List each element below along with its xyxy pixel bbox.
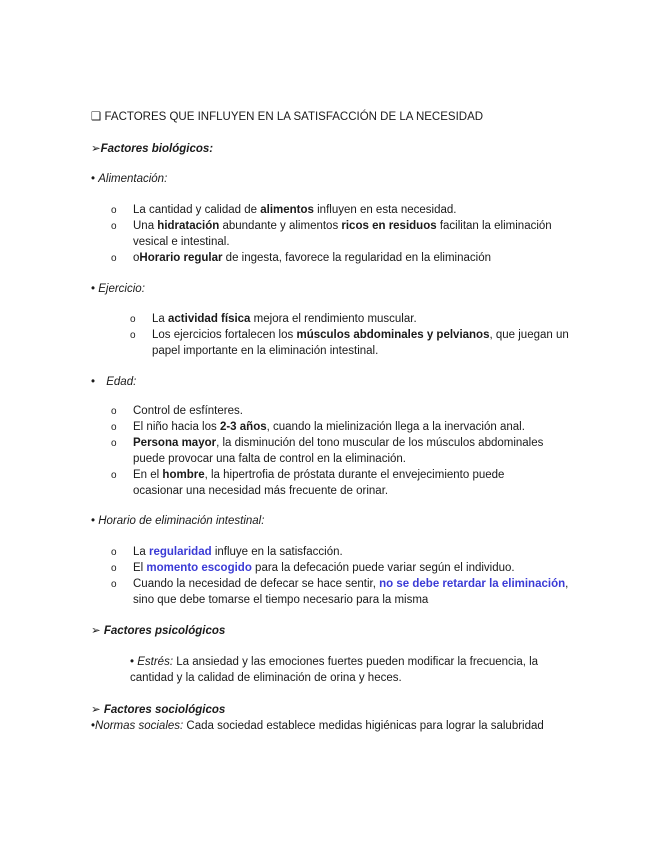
subsection-label-alimentacion: • Alimentación: (91, 173, 168, 185)
section-heading-psychological: ➢ Factores psicológicos (91, 625, 226, 637)
list-item: o Control de esfínteres. (111, 403, 243, 420)
circle-bullet-icon: o (130, 314, 136, 325)
list-item: o Cuando la necesidad de defecar se hace sentir, no se debe retardar la eliminación, (111, 576, 568, 593)
circle-bullet-icon: o (111, 422, 117, 433)
list-item: • Estrés: La ansiedad y las emociones fuertes pueden modificar la frecuencia, la (130, 656, 539, 668)
circle-bullet-icon: o (111, 253, 117, 264)
list-item-continuation: vesical e intestinal. (133, 236, 230, 248)
list-item: o Una hidratación abundante y alimentos ricos en residuos facilitan la eliminación (111, 218, 552, 235)
section-heading-sociological: ➢ Factores sociológicos (91, 704, 226, 716)
list-item-continuation: cantidad y la calidad de eliminación de orina y heces. (130, 672, 402, 684)
circle-bullet-icon: o (111, 470, 117, 481)
circle-bullet-icon: o (111, 563, 117, 574)
list-item: o Persona mayor, la disminución del tono muscular de los músculos abdominales (111, 435, 543, 452)
bullet-icon: • (130, 656, 135, 668)
circle-bullet-icon: o (130, 330, 136, 341)
checkbox-marker-icon: ❑ (91, 111, 102, 123)
list-item-continuation: papel importante en la eliminación intestinal. (152, 345, 379, 357)
subsection-label-ejercicio: • Ejercicio: (91, 283, 145, 295)
arrow-bullet-icon: ➢ (91, 704, 101, 716)
circle-bullet-icon: o (111, 205, 117, 216)
list-item: o La actividad física mejora el rendimiento muscular. (130, 311, 417, 328)
circle-bullet-icon: o (111, 221, 117, 232)
bullet-icon: • (91, 515, 96, 527)
section-heading-biological: ➢Factores biológicos: (91, 143, 214, 155)
bullet-icon: • (91, 283, 96, 295)
bullet-icon: • (91, 720, 96, 732)
subsection-label-edad: • Edad: (91, 376, 137, 388)
list-item: o El niño hacia los 2-3 años, cuando la mielinización llega a la inervación anal. (111, 419, 525, 436)
bullet-icon: • (91, 376, 96, 388)
list-item: o En el hombre, la hipertrofia de próstata durante el envejecimiento puede (111, 467, 504, 484)
document-title: ❑ FACTORES QUE INFLUYEN EN LA SATISFACCIÓN DE LA NECESIDAD (91, 111, 484, 123)
bullet-icon: • (91, 173, 96, 185)
list-item: o La cantidad y calidad de alimentos influyen en esta necesidad. (111, 202, 457, 219)
list-item: o oHorario regular de ingesta, favorece la regularidad en la eliminación (111, 250, 491, 267)
circle-bullet-icon: o (111, 438, 117, 449)
list-item: o La regularidad influye en la satisfacción. (111, 544, 343, 561)
list-item: •Normas sociales: Cada sociedad establece medidas higiénicas para lograr la salubridad (91, 720, 544, 732)
list-item-continuation: sino que debe tomarse el tiempo necesario para la misma (133, 594, 429, 606)
circle-bullet-icon: o (111, 579, 117, 590)
circle-bullet-icon: o (111, 547, 117, 558)
circle-bullet-icon: o (111, 406, 117, 417)
list-item: o El momento escogido para la defecación puede variar según el individuo. (111, 560, 515, 577)
list-item: o Los ejercicios fortalecen los músculos abdominales y pelvianos, que juegan un (130, 327, 569, 344)
arrow-bullet-icon: ➢ (91, 143, 101, 155)
list-item-continuation: puede provocar una falta de control en la eliminación. (133, 453, 406, 465)
list-item-continuation: ocasionar una necesidad más frecuente de orinar. (133, 485, 389, 497)
arrow-bullet-icon: ➢ (91, 625, 101, 637)
subsection-label-horario: • Horario de eliminación intestinal: (91, 515, 265, 527)
